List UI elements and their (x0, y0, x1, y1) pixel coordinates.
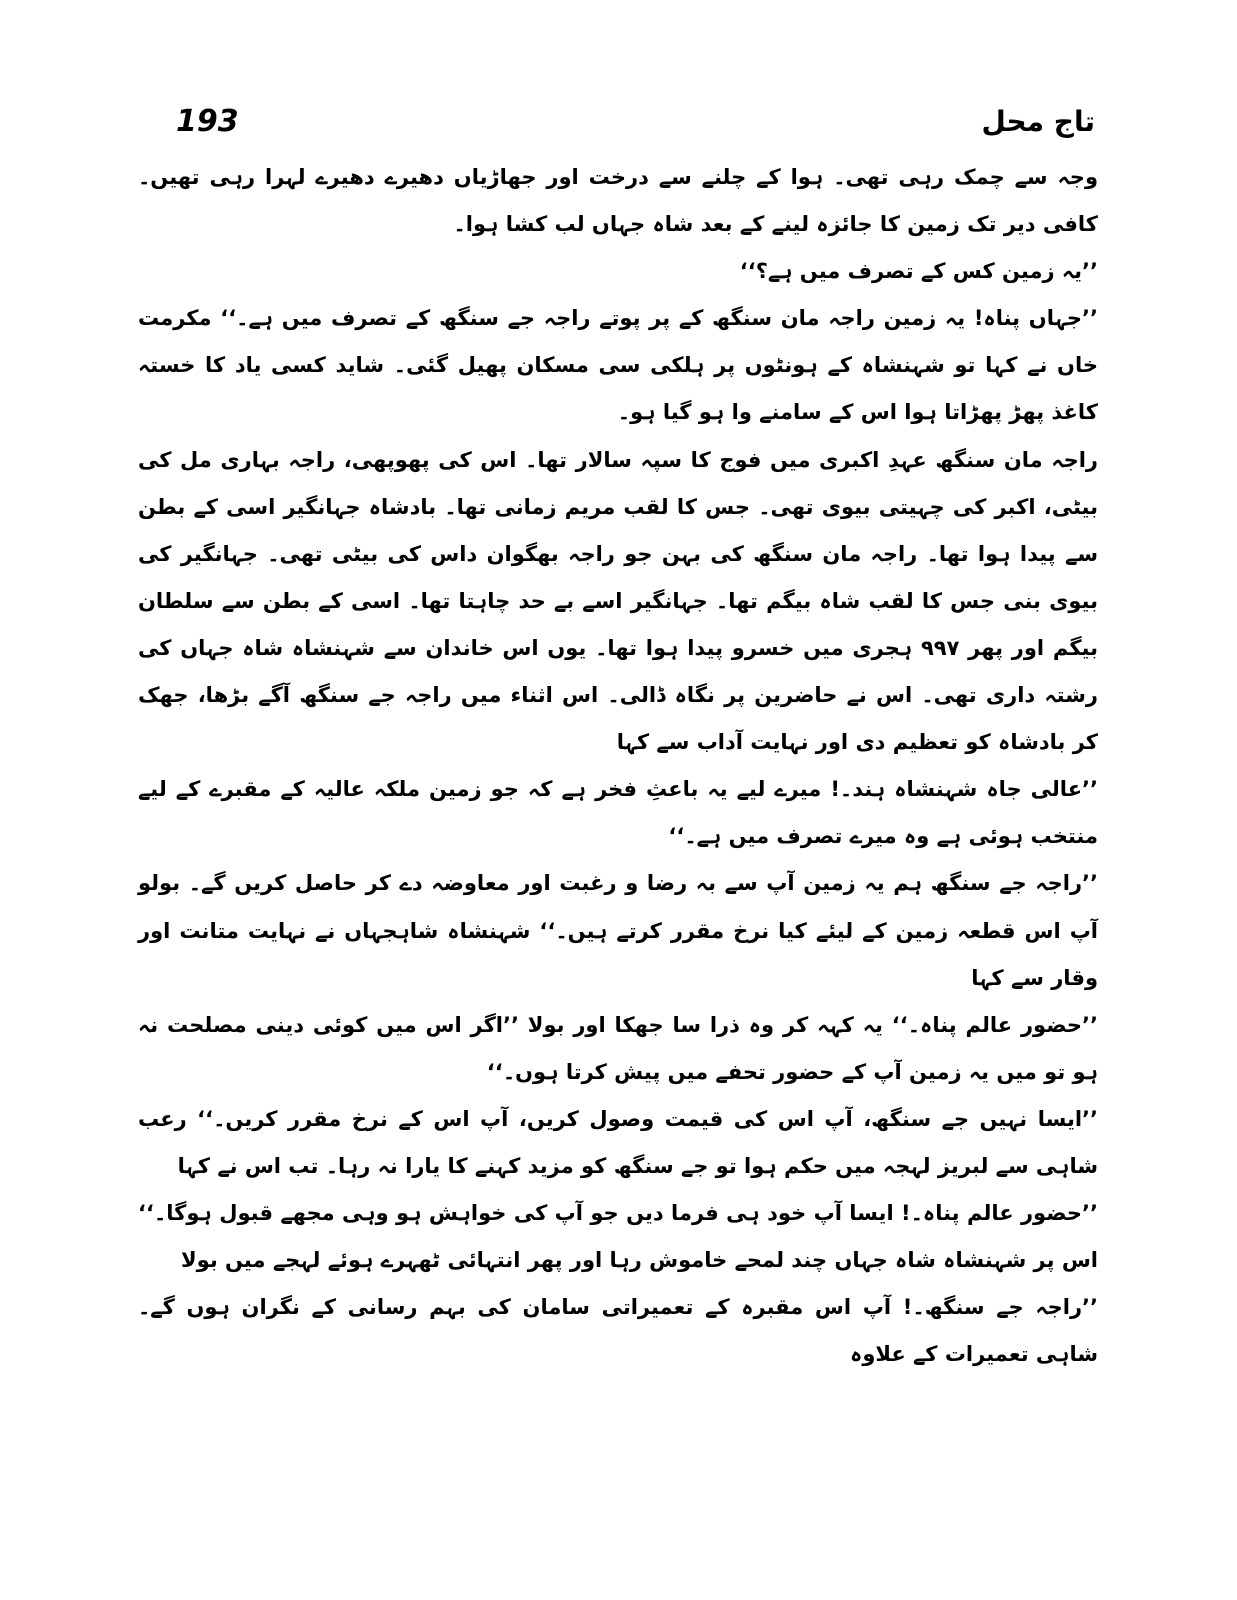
paragraph: ’’ایسا نہیں جے سنگھ، آپ اس کی قیمت وصول کریں، آپ اس کے نرخ مقرر کریں۔‘‘ رعب شاہی سے لبریز لہجہ میں حکم ہوا تو جے سنگھ کو مزید کہنے کا یارا نہ رہا۔ تب اس نے کہا (138, 1106, 1098, 1178)
paragraph: ’’حضور عالم پناہ۔‘‘ یہ کہہ کر وہ ذرا سا جھکا اور بولا ’’اگر اس میں کوئی دینی مصلحت نہ ہو تو میں یہ زمین آپ کے حضور تحفے میں پیش کرتا ہوں۔‘‘ (138, 1012, 1098, 1084)
page-number: 193 (176, 104, 239, 139)
paragraph: وجہ سے چمک رہی تھی۔ ہوا کے چلنے سے درخت اور جھاڑیاں دھیرے دھیرے لہرا رہی تھیں۔ کافی دیر تک زمین کا جائزہ لینے کے بعد شاہ جہاں لب کشا ہوا۔ (138, 165, 1098, 237)
paragraph: ’’جہاں پناہ! یہ زمین راجہ مان سنگھ کے پر پوتے راجہ جے سنگھ کے تصرف میں ہے۔‘‘ مکرمت خاں نے کہا تو شہنشاہ کے ہونٹوں پر ہلکی سی مسکان پھیل گئی۔ شاید کسی یاد کا خستہ کاغذ پھڑ پھڑاتا ہوا اس کے سامنے وا ہو گیا ہو۔ (138, 306, 1098, 425)
page-body (138, 154, 1098, 1378)
paragraph: ’’راجہ جے سنگھ ہم یہ زمین آپ سے بہ رضا و رغبت اور معاوضہ دے کر حاصل کریں گے۔ بولو آپ اس قطعہ زمین کے لیئے کیا نرخ مقرر کرتے ہیں۔‘‘ شہنشاہ شاہجہاں نے نہایت متانت اور وقار سے کہا (138, 871, 1098, 990)
paragraph: ’’عالی جاہ شہنشاہ ہند۔! میرے لیے یہ باعثِ فخر ہے کہ جو زمین ملکہ عالیہ کے مقبرے کے لیے منتخب ہوئی ہے وہ میرے تصرف میں ہے۔‘‘ (138, 777, 1098, 849)
paragraph: ’’حضور عالم پناہ۔! ایسا آپ خود ہی فرما دیں جو آپ کی خواہش ہو وہی مجھے قبول ہوگا۔‘‘ اس پر شہنشاہ شاہ جہاں چند لمحے خاموش رہا اور پھر انتہائی ٹھہرے ہوئے لہجے میں بولا (138, 1201, 1098, 1273)
book-title: تاج محل (981, 105, 1095, 138)
paragraph: ’’راجہ جے سنگھ۔! آپ اس مقبرہ کے تعمیراتی سامان کی بہم رسانی کے نگران ہوں گے۔ شاہی تعمیرات کے علاوہ (138, 1295, 1098, 1367)
paragraph: راجہ مان سنگھ عہدِ اکبری میں فوج کا سپہ سالار تھا۔ اس کی پھوپھی، راجہ بہاری مل کی بیٹی، اکبر کی چہیتی بیوی تھی۔ جس کا لقب مریم زمانی تھا۔ بادشاہ جہانگیر اسی کے بطن سے پیدا ہوا تھا۔ راجہ مان سنگھ کی بہن جو راجہ بھگوان داس کی بیٹی تھی۔ جہانگیر کی بیوی بنی جس کا لقب شاہ بیگم تھا۔ جہانگیر اسے بے حد چاہتا تھا۔ اسی کے بطن سے سلطان بیگم اور پھر ۹۹۷ ہجری میں خسرو پیدا ہوا تھا۔ یوں اس خاندان سے شہنشاہ شاہ جہاں کی رشتہ داری تھی۔ اس نے حاضرین پر نگاہ ڈالی۔ اس اثناء میں راجہ جے سنگھ آگے بڑھا، جھک کر بادشاہ کو تعظیم دی اور نہایت آداب سے کہا (138, 447, 1098, 755)
paragraph: ’’یہ زمین کس کے تصرف میں ہے؟‘‘ (739, 259, 1098, 284)
